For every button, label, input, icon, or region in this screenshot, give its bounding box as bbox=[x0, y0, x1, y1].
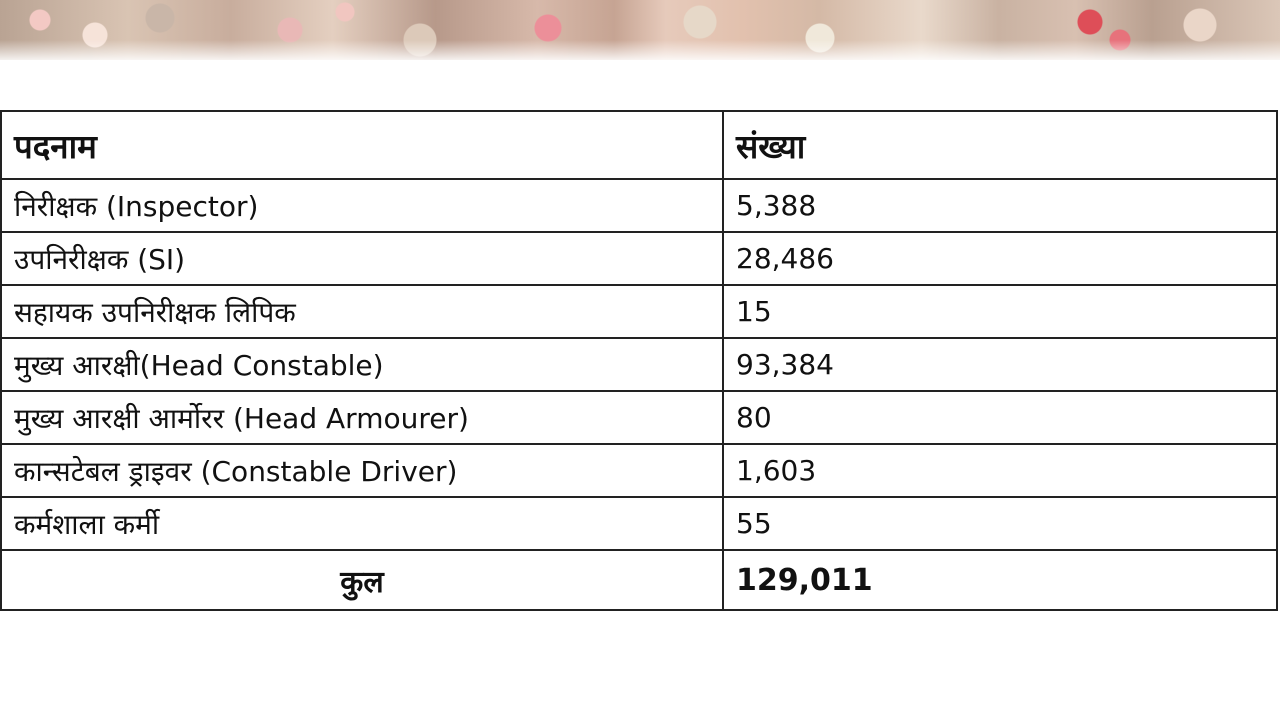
table-row bbox=[1, 179, 1277, 232]
total-count: 129,011 bbox=[723, 550, 1277, 610]
column-header-count: संख्या bbox=[723, 111, 1277, 179]
count-cell: 93,384 bbox=[723, 338, 1277, 391]
count-cell: 15 bbox=[723, 285, 1277, 338]
designation-cell: उपनिरीक्षक (SI) bbox=[1, 232, 723, 285]
column-header-designation: पदनाम bbox=[1, 111, 723, 179]
count-cell: 55 bbox=[723, 497, 1277, 550]
banner-fade bbox=[0, 40, 1280, 60]
table-row bbox=[1, 497, 1277, 550]
designation-cell: सहायक उपनिरीक्षक लिपिक bbox=[1, 285, 723, 338]
table-row bbox=[1, 232, 1277, 285]
designation-cell: कर्मशाला कर्मी bbox=[1, 497, 723, 550]
designation-cell: मुख्य आरक्षी(Head Constable) bbox=[1, 338, 723, 391]
count-cell: 28,486 bbox=[723, 232, 1277, 285]
total-label: कुल bbox=[1, 550, 723, 610]
count-cell: 5,388 bbox=[723, 179, 1277, 232]
header-banner-image bbox=[0, 0, 1280, 60]
total-row bbox=[1, 550, 1277, 610]
designation-cell: मुख्य आरक्षी आर्मोरर (Head Armourer) bbox=[1, 391, 723, 444]
count-cell: 1,603 bbox=[723, 444, 1277, 497]
count-cell: 80 bbox=[723, 391, 1277, 444]
police-posts-table bbox=[0, 110, 1278, 611]
designation-cell: निरीक्षक (Inspector) bbox=[1, 179, 723, 232]
table-row bbox=[1, 391, 1277, 444]
table-row bbox=[1, 338, 1277, 391]
table-header-row bbox=[1, 111, 1277, 179]
table-row bbox=[1, 285, 1277, 338]
designation-cell: कान्सटेबल ड्राइवर (Constable Driver) bbox=[1, 444, 723, 497]
table-row bbox=[1, 444, 1277, 497]
